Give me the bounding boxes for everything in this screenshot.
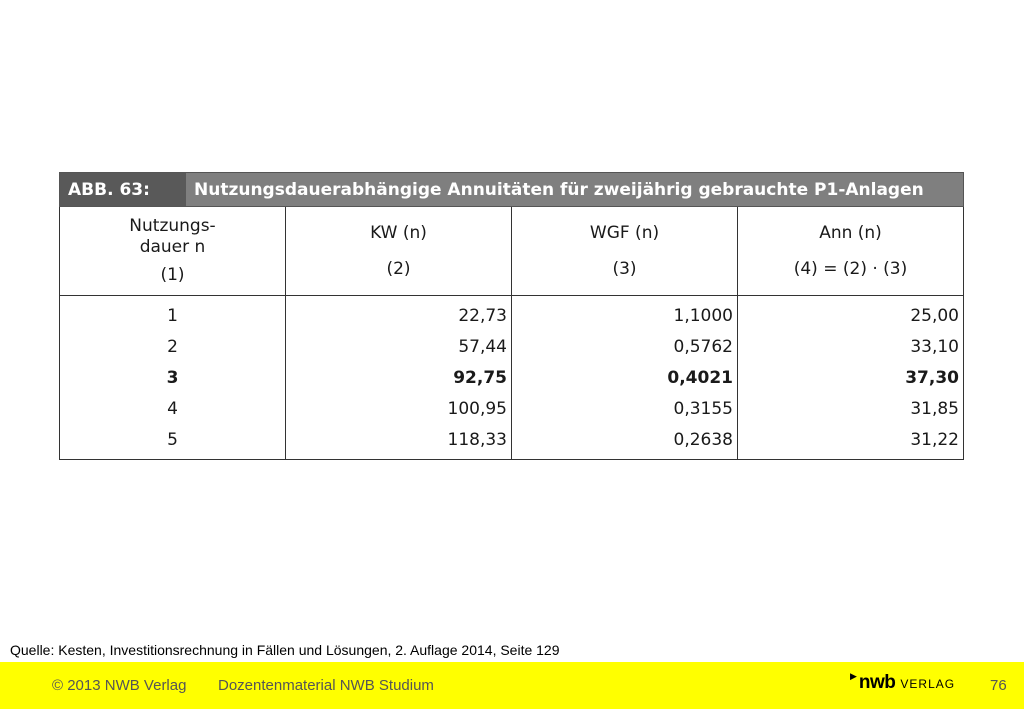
cell-wgf: 0,5762 [512,331,738,362]
cell-n: 2 [60,331,286,362]
cell-kw: 100,95 [286,393,512,424]
figure [59,172,964,460]
column-header-line: Ann (n) [819,223,882,243]
column-header-line: KW (n) [370,223,427,243]
column-header-n [60,207,286,296]
cell-kw: 118,33 [286,424,512,460]
cell-n: 3 [60,362,286,393]
column-header-line: WGF (n) [589,223,660,243]
column-header-line: dauer n [139,237,206,257]
column-header-index: (3) [612,259,637,279]
logo-subtext: VERLAG [900,677,956,691]
cell-ann: 33,10 [738,331,964,362]
cell-wgf: 0,2638 [512,424,738,460]
cell-ann: 31,22 [738,424,964,460]
table-row [60,331,964,362]
cell-wgf: 0,4021 [512,362,738,393]
table-row [60,424,964,460]
slide-footer [0,662,1024,709]
cell-kw: 22,73 [286,296,512,332]
cell-ann: 37,30 [738,362,964,393]
column-header-kw [286,207,512,296]
figure-header [59,172,964,207]
nwb-logo [850,672,955,694]
cell-n: 1 [60,296,286,332]
page-number: 76 [990,677,1007,694]
column-header-index: (2) [386,259,411,279]
column-header-line: Nutzungs- [129,216,216,236]
column-header-index: (4) = (2) · (3) [793,259,908,279]
column-header-index: (1) [160,265,185,285]
table-row-highlighted [60,362,964,393]
copyright-text: © 2013 NWB Verlag [52,677,187,694]
course-label: Dozentenmaterial NWB Studium [218,677,434,694]
cell-n: 4 [60,393,286,424]
cell-wgf: 1,1000 [512,296,738,332]
figure-number: ABB. 63: [60,173,186,206]
table-row [60,296,964,332]
cell-kw: 57,44 [286,331,512,362]
column-header-wgf [512,207,738,296]
column-header-ann [738,207,964,296]
annuity-table [59,207,964,460]
cell-kw: 92,75 [286,362,512,393]
cell-n: 5 [60,424,286,460]
cell-wgf: 0,3155 [512,393,738,424]
source-citation: Quelle: Kesten, Investitionsrechnung in Fällen und Lösungen, 2. Auflage 2014, Seite 129 [10,642,560,658]
figure-title: Nutzungsdauerabhängige Annuitäten für zweijährig gebrauchte P1-Anlagen [194,179,924,200]
cell-ann: 25,00 [738,296,964,332]
logo-text: nwb [858,672,896,693]
logo-arrow-icon: ▶ [850,671,857,681]
table-header-row [60,207,964,296]
table-row [60,393,964,424]
cell-ann: 31,85 [738,393,964,424]
